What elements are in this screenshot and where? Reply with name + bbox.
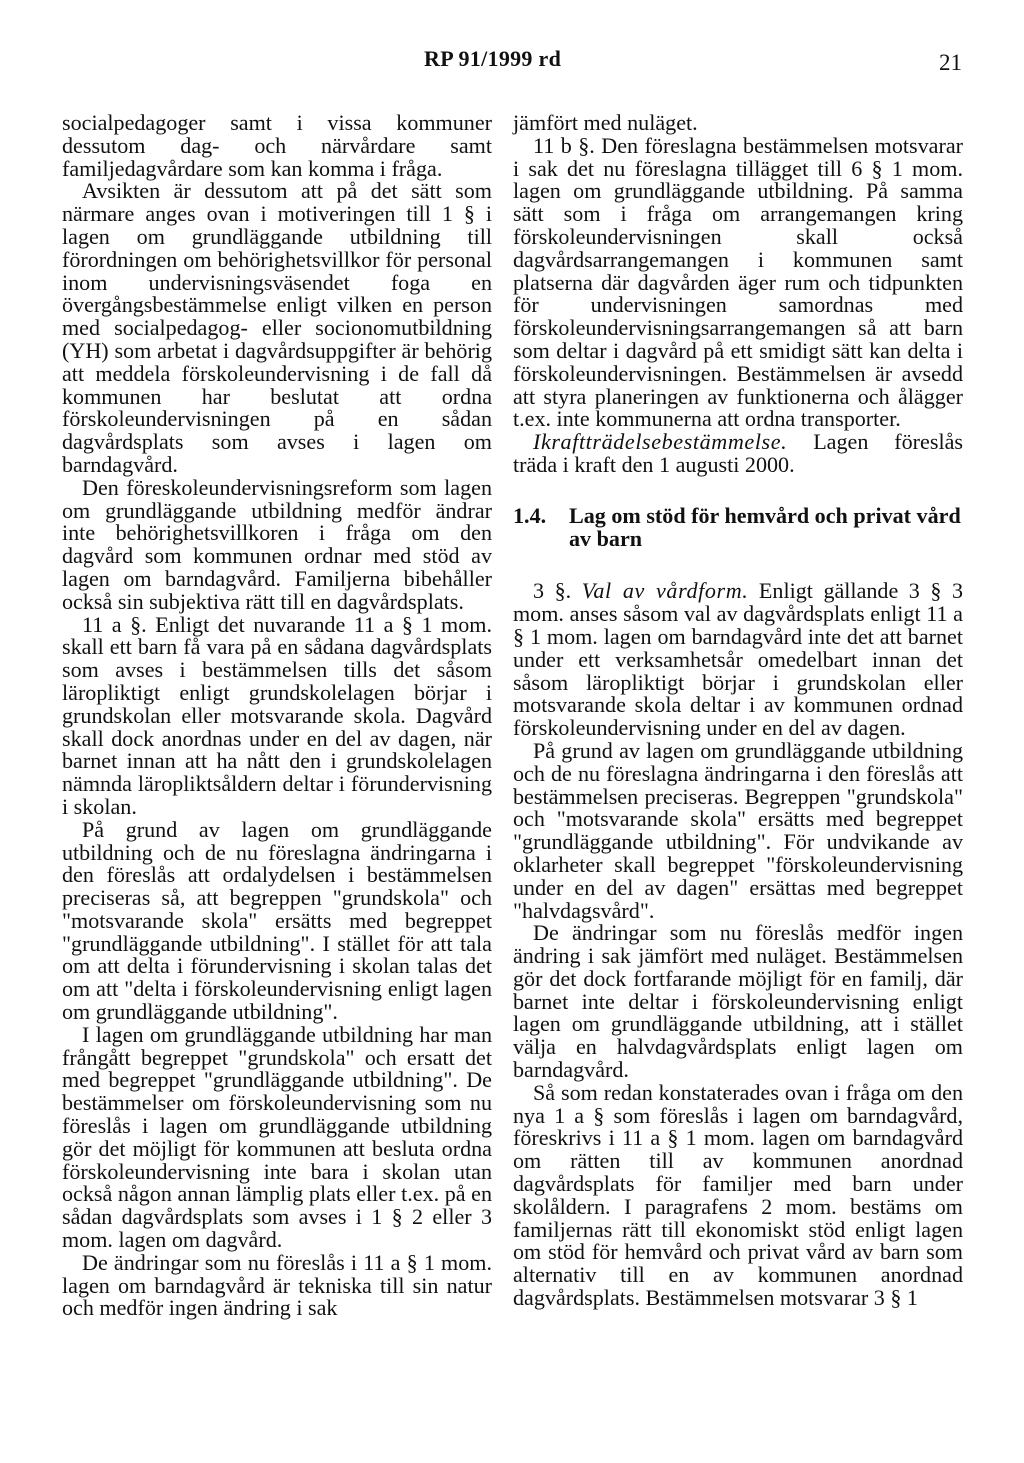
paragraph: De ändringar som nu föreslås medför ingen ändring i sak jämfört med nuläget. Bestämmelsen gör det dock fortfarande möjligt för en familj, där barnet inte deltar i förskoleundervisning enligt lagen om grundläggande utbildning, att i stället välja en halvdagvårdsplats enligt lagen om barndagvård. bbox=[513, 920, 963, 1083]
paragraph-text: Enligt gällande 3 § 3 mom. anses såsom val av dagvårdsplats enligt 11 a § 1 mom. lagen om barndagvård inte det att barnet under ett verksamhetsår omedelbart innan det såsom läropliktigt börjar i grundskolan eller motsvarande skola deltar i av kommunen ordnad förskoleundervisning under en del av dagen. bbox=[513, 578, 964, 741]
paragraph: Avsikten är dessutom att på det sätt som närmare anges ovan i motiveringen till 1 § i lagen om grundläggande utbildning till förordningen om behörighetsvillkor för personal inom undervisningsväsendet foga en övergångsbestämmelse enligt vilken en person med socialpedagog- eller socionomutbildning (YH) som arbetat i dagvårdsuppgifter är behörig att meddela förskoleundervisning i de fall då kommunen har beslutat att ordna förskoleundervisningen på en sådan dagvårdsplats som avses i lagen om barndagvård. bbox=[62, 178, 492, 477]
paragraph bbox=[62, 611, 492, 819]
paragraph-text: Enligt det nuvarande 11 a § 1 mom. skall ett barn få vara på en sådana dagvårdsplats som avses i bestämmelsen tills det såsom läropliktigt enligt grundskolelagen börjar i grundskolan eller motsvarande skola. Dagvård skall dock anordnas under en del av dagen, när barnet innan att ha nått den i grundskolelagen nämnda läropliktsåldern deltar i förundervisning i skolan. bbox=[62, 611, 492, 819]
page-number: 21 bbox=[939, 50, 962, 75]
paragraph bbox=[513, 580, 963, 740]
left-column bbox=[62, 112, 492, 1320]
document-title: RP 91/1999 rd bbox=[424, 46, 562, 71]
section-number: 1.4. bbox=[513, 502, 547, 528]
right-column bbox=[513, 112, 963, 1310]
paragraph-lead: Ikraftträdelsebestämmelse. bbox=[533, 429, 788, 455]
paragraph-lead: 11 b §. bbox=[533, 132, 595, 158]
paragraph-lead-number: 3 §. bbox=[533, 578, 572, 604]
paragraph: På grund av lagen om grundläggande utbildning och de nu föreslagna ändringarna i den föreslås att bestämmelsen preciseras. Begreppen "grundskola" och "motsvarande skola" ersätts med begreppet "grundläggande utbildning". För undvikande av oklarheter skall begreppet "förskoleundervisning under en del av dagen" ersättas med begreppet "halvdagsvård". bbox=[513, 737, 963, 923]
paragraph-lead-title: Val av vårdform. bbox=[581, 578, 749, 604]
paragraph: Den föreskoleundervisningsreform som lagen om grundläggande utbildning medför ändrar inte behörighetsvillkoren i fråga om den dagvård som kommunen ordnar med stöd av lagen om barndagvård. Familjerna bibehåller också sin subjektiva rätt till en dagvårdsplats. bbox=[62, 474, 492, 614]
paragraph: jämfört med nuläget. bbox=[513, 110, 698, 135]
section-title: Lag om stöd för hemvård och privat vård av barn bbox=[569, 502, 961, 551]
paragraph: Så som redan konstaterades ovan i fråga om den nya 1 a § som föreslås i lagen om barndagvård, föreskrivs i 11 a § 1 mom. lagen om barndagvård om rätten till av kommunen anordnad dagvårdsplats för familjer med barn under skolåldern. I paragrafens 2 mom. bestäms om familjernas rätt till ekonomiskt stöd enligt lagen om stöd för hemvård och privat vård av barn som alternativ till en av kommunen anordnad dagvårdsplats. Bestämmelsen motsvarar 3 § 1 bbox=[513, 1079, 963, 1311]
paragraph bbox=[513, 431, 963, 477]
paragraph bbox=[513, 132, 963, 432]
paragraph-text: Lagen föreslås träda i kraft den 1 augusti 2000. bbox=[513, 429, 963, 477]
paragraph-text: Den föreslagna bestämmelsen motsvarar i sak det nu föreslagna tillägget till 6 § 1 mom. lagen om grundläggande utbildning. På samma sätt som i fråga om arrangemangen kring förskoleundervisningen skall också dagvårdsarrangemangen i kommunen samt platserna där dagvården äger rum och tidpunkten för undervisningen samordnas med förskoleundervisningsarrangemangen så att barn som deltar i dagvård på ett smidigt sätt kan delta i förskoleundervisningen. Bestämmelsen är avsedd att styra planeringen av funktionerna och ålägger t.ex. inte kommunerna att ordna transporter. bbox=[513, 132, 963, 432]
paragraph: På grund av lagen om grundläggande utbildning och de nu föreslagna ändringarna i den föreslås att ordalydelsen i bestämmelsen preciseras så, att begreppen "grundskola" och "motsvarande skola" ersätts med begreppet "grundläggande utbildning". I stället för att tala om att delta i förundervisning i skolan talas det om att "delta i förskoleundervisning enligt lagen om grundläggande utbildning". bbox=[62, 816, 492, 1025]
page-header bbox=[0, 46, 1024, 86]
paragraph: De ändringar som nu föreslås i 11 a § 1 mom. lagen om barndagvård är tekniska till sin natur och medför ingen ändring i sak bbox=[62, 1249, 492, 1321]
paragraph: I lagen om grundläggande utbildning har man frångått begreppet "grundskola" och ersatt det med begreppet "grundläggande utbildning". De bestämmelser om förskoleundervisning som nu föreslås i lagen om grundläggande utbildning gör det möjligt för kommunen att besluta ordna förskoleundervisning inte bara i skolan utan också någon annan lämplig plats eller t.ex. på en sådan dagvårdsplats som avses i 1 § 2 eller 3 mom. lagen om dagvård. bbox=[62, 1021, 492, 1253]
paragraph-lead: 11 a §. bbox=[82, 611, 147, 637]
paragraph: socialpedagoger samt i vissa kommuner dessutom dag- och närvårdare samt familjedagvårdare som kan komma i fråga. bbox=[62, 110, 492, 181]
section-heading bbox=[513, 502, 963, 551]
